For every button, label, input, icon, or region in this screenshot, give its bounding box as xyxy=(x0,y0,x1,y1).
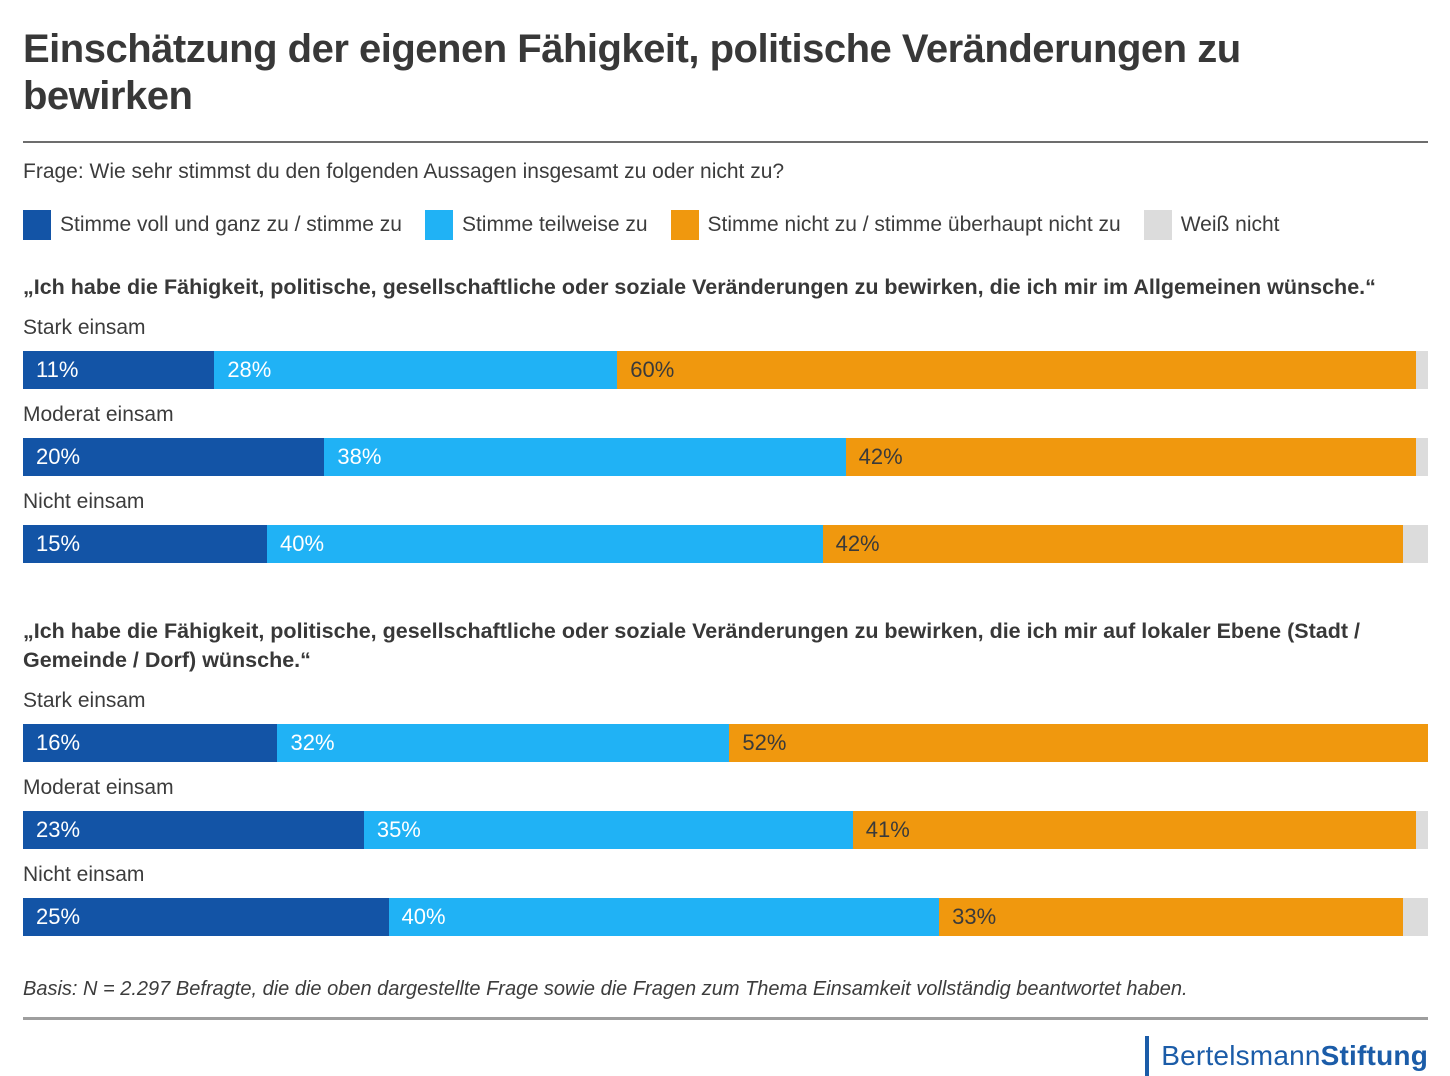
survey-question: Frage: Wie sehr stimmst du den folgenden Aussagen insgesamt zu oder nicht zu? xyxy=(23,159,785,183)
bar-segment xyxy=(267,525,823,563)
legend-item-dontknow xyxy=(1144,210,1280,240)
bar-value-label: 42% xyxy=(858,443,903,469)
category-label: Moderat einsam xyxy=(23,775,174,799)
legend-label: Weiß nicht xyxy=(1180,212,1280,236)
bar-segment xyxy=(1416,811,1428,849)
legend-swatch-disagree xyxy=(671,210,699,240)
bar-segment xyxy=(846,438,1416,476)
chart-rows xyxy=(23,689,1428,936)
bar-value-label: 33% xyxy=(952,903,997,929)
bar-segment xyxy=(1416,438,1428,476)
page-title: Einschätzung der eigenen Fähigkeit, politische Veränderungen zu bewirken xyxy=(23,27,1241,118)
bar-segment xyxy=(23,351,214,389)
title-divider xyxy=(23,141,1428,143)
chart-general xyxy=(23,273,1428,563)
legend-swatch-dontknow xyxy=(1144,210,1172,240)
legend xyxy=(23,210,1428,240)
category-label: Stark einsam xyxy=(23,315,146,339)
bar-segment xyxy=(823,525,1404,563)
stacked-bar xyxy=(23,525,1428,563)
legend-item-disagree xyxy=(671,210,1121,240)
bar-segment xyxy=(23,811,364,849)
legend-swatch-partly xyxy=(425,210,453,240)
chart-rows xyxy=(23,316,1428,563)
bar-value-label: 41% xyxy=(865,816,910,842)
bar-segment xyxy=(617,351,1415,389)
legend-label: Stimme teilweise zu xyxy=(461,212,648,236)
bar-value-label: 38% xyxy=(337,443,382,469)
bar-value-label: 28% xyxy=(227,356,272,382)
bar-value-label: 20% xyxy=(36,443,81,469)
bar-segment xyxy=(23,724,277,762)
category-label: Nicht einsam xyxy=(23,489,145,513)
logo-part-bertelsmann: Bertelsmann xyxy=(1161,1039,1321,1071)
category-label: Nicht einsam xyxy=(23,862,145,886)
logo xyxy=(23,1036,1428,1076)
chart-statement: „Ich habe die Fähigkeit, politische, gesellschaftliche oder soziale Veränderungen zu bewirken, die ich mir im Allgemeinen wünsche.“ xyxy=(23,274,1376,299)
bar-segment xyxy=(364,811,853,849)
bar-value-label: 42% xyxy=(835,530,880,556)
category-label: Stark einsam xyxy=(23,688,146,712)
legend-swatch-agree xyxy=(23,210,51,240)
bar-value-label: 15% xyxy=(36,530,81,556)
bar-segment xyxy=(23,438,324,476)
bar-segment xyxy=(1416,351,1428,389)
stacked-bar xyxy=(23,898,1428,936)
stacked-bar xyxy=(23,811,1428,849)
bar-value-label: 60% xyxy=(630,356,675,382)
logo-bar-icon xyxy=(1145,1036,1149,1076)
bar-segment xyxy=(214,351,617,389)
stacked-bar xyxy=(23,351,1428,389)
bar-value-label: 52% xyxy=(742,729,787,755)
basis-note: Basis: N = 2.297 Befragte, die die oben dargestellte Frage sowie die Fragen zum Thema Einsamkeit vollständig beantwortet haben. xyxy=(23,977,1188,1000)
bar-segment xyxy=(1403,898,1428,936)
bar-value-label: 32% xyxy=(290,729,335,755)
bar-value-label: 16% xyxy=(36,729,81,755)
chart-statement: „Ich habe die Fähigkeit, politische, gesellschaftliche oder soziale Veränderungen zu bewirken, die ich mir auf lokaler Ebene (Stadt / Gemeinde / Dorf) wünsche.“ xyxy=(23,618,1360,672)
bar-value-label: 25% xyxy=(36,903,81,929)
bar-segment xyxy=(389,898,940,936)
category-label: Moderat einsam xyxy=(23,402,174,426)
bar-value-label: 40% xyxy=(280,530,325,556)
legend-item-agree xyxy=(23,210,402,240)
logo-text xyxy=(1161,1040,1428,1072)
logo-part-stiftung: Stiftung xyxy=(1320,1039,1428,1071)
stacked-bar xyxy=(23,724,1428,762)
legend-label: Stimme voll und ganz zu / stimme zu xyxy=(60,212,402,236)
bar-segment xyxy=(277,724,729,762)
bar-value-label: 23% xyxy=(36,816,81,842)
bar-segment xyxy=(23,525,267,563)
bar-segment xyxy=(729,724,1428,762)
bar-segment xyxy=(1403,525,1428,563)
legend-label: Stimme nicht zu / stimme überhaupt nicht zu xyxy=(707,212,1121,236)
legend-item-partly xyxy=(425,210,648,240)
bar-segment xyxy=(23,898,389,936)
bar-value-label: 35% xyxy=(376,816,421,842)
bar-segment xyxy=(853,811,1416,849)
footer-divider xyxy=(23,1017,1428,1020)
bar-segment xyxy=(939,898,1403,936)
bar-value-label: 11% xyxy=(36,356,79,382)
stacked-bar xyxy=(23,438,1428,476)
bar-value-label: 40% xyxy=(401,903,446,929)
chart-local xyxy=(23,617,1428,936)
bar-segment xyxy=(324,438,845,476)
